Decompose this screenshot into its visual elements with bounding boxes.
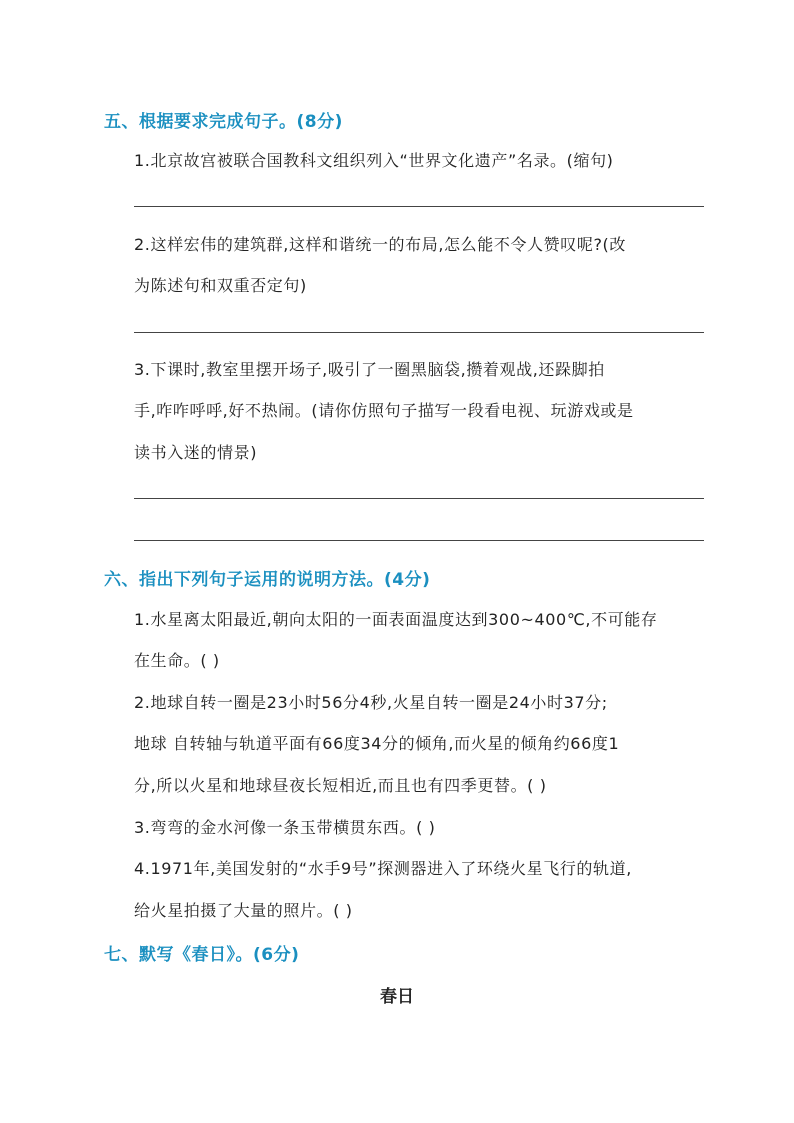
answer-line-5-3a[interactable]: [134, 498, 704, 499]
section-5-question-3-line-3: 读书入迷的情景): [134, 443, 258, 462]
section-5-question-3-line-1: 3.下课时,教室里摆开场子,吸引了一圈黑脑袋,攒着观战,还跺脚拍: [134, 360, 605, 379]
section-5-question-2-line-2: 为陈述句和双重否定句): [134, 276, 307, 295]
answer-line-5-3b[interactable]: [134, 540, 704, 541]
section-6-question-4-line-1: 4.1971年,美国发射的“水手9号”探测器进入了环绕火星飞行的轨道,: [134, 859, 632, 878]
section-6-question-2-line-2: 地球 自转轴与轨道平面有66度34分的倾角,而火星的倾角约66度1: [134, 734, 620, 753]
section-6-heading: 六、指出下列句子运用的说明方法。(4分): [104, 570, 431, 590]
section-6-question-1-line-2: 在生命。( ): [134, 651, 220, 670]
section-5-question-1: 1.北京故宫被联合国教科文组织列入“世界文化遗产”名录。(缩句): [134, 151, 614, 170]
section-5-question-2-line-1: 2.这样宏伟的建筑群,这样和谐统一的布局,怎么能不令人赞叹呢?(改: [134, 235, 626, 254]
section-7-heading: 七、默写《春日》。(6分): [104, 945, 300, 965]
section-5-heading: 五、根据要求完成句子。(8分): [104, 112, 343, 132]
section-6-question-3: 3.弯弯的金水河像一条玉带横贯东西。( ): [134, 818, 436, 837]
section-5-question-3-line-2: 手,咋咋呼呼,好不热闹。(请你仿照句子描写一段看电视、玩游戏或是: [134, 401, 634, 420]
section-6-question-2-line-1: 2.地球自转一圈是23小时56分4秒,火星自转一圈是24小时37分;: [134, 693, 608, 712]
answer-line-5-1[interactable]: [134, 206, 704, 207]
section-6-question-4-line-2: 给火星拍摄了大量的照片。( ): [134, 901, 353, 920]
answer-line-5-2[interactable]: [134, 332, 704, 333]
poem-title: 春日: [380, 987, 414, 1007]
section-6-question-1-line-1: 1.水星离太阳最近,朝向太阳的一面表面温度达到300~400℃,不可能存: [134, 610, 658, 629]
section-6-question-2-line-3: 分,所以火星和地球昼夜长短相近,而且也有四季更替。( ): [134, 776, 547, 795]
